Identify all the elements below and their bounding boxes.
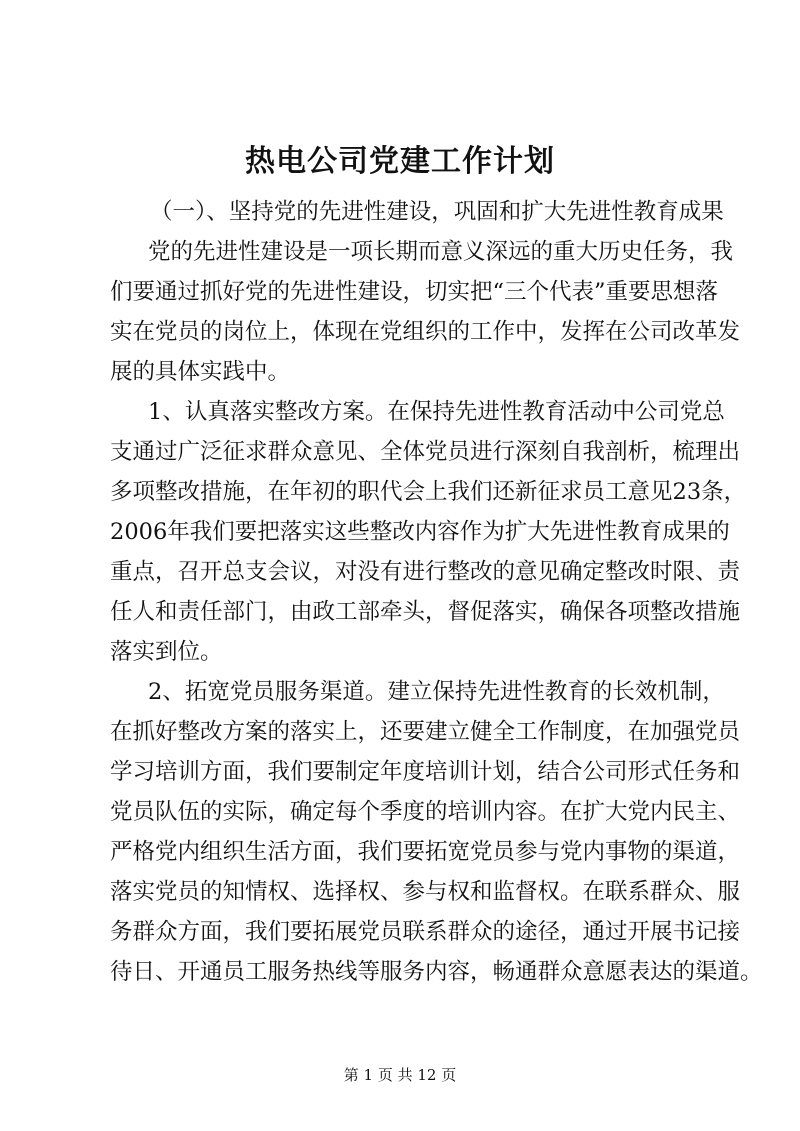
body-line: 落实到位。 (110, 639, 223, 665)
body-line: 2、拓宽党员服务渠道。建立保持先进性教育的长效机制， (148, 679, 725, 705)
body-line: 重点，召开总支会议，对没有进行整改的意见确定整改时限、责 (110, 559, 741, 585)
section-heading: （一）、坚持党的先进性建设，巩固和扩大先进性教育成果 (150, 199, 724, 225)
body-line: 支通过广泛征求群众意见、全体党员进行深刻自我剖析，梳理出 (110, 439, 741, 465)
body-line: 落实党员的知情权、选择权、参与权和监督权。在联系群众、服 (110, 879, 741, 905)
body-line: 党员队伍的实际，确定每个季度的培训内容。在扩大党内民主、 (110, 799, 741, 825)
body-line: 2006年我们要把落实这些整改内容作为扩大先进性教育成果的 (110, 519, 730, 545)
body-line: 实在党员的岗位上，体现在党组织的工作中，发挥在公司改革发 (110, 319, 741, 345)
body-line: 在抓好整改方案的落实上，还要建立健全工作制度，在加强党员 (110, 719, 741, 745)
body-line: 待日、开通员工服务热线等服务内容，畅通群众意愿表达的渠道。 (110, 959, 763, 985)
body-line: 党的先进性建设是一项长期而意义深远的重大历史任务，我 (148, 239, 734, 265)
body-line: 展的具体实践中。 (110, 359, 291, 385)
body-line: 务群众方面，我们要拓展党员联系群众的途径，通过开展书记接 (110, 919, 741, 945)
body-line: 们要通过抓好党的先进性建设，切实把“三个代表”重要思想落 (110, 279, 719, 305)
body-line: 任人和责任部门，由政工部牵头，督促落实，确保各项整改措施 (110, 599, 741, 625)
body-line: 多项整改措施，在年初的职代会上我们还新征求员工意见23条， (110, 479, 747, 505)
document-title: 热电公司党建工作计划 (245, 144, 555, 179)
body-line: 1、认真落实整改方案。在保持先进性教育活动中公司党总 (148, 399, 725, 425)
body-line: 严格党内组织生活方面，我们要拓宽党员参与党内事物的渠道， (110, 839, 741, 865)
page-number: 第 1 页 共 12 页 (343, 1066, 457, 1084)
body-line: 学习培训方面，我们要制定年度培训计划，结合公司形式任务和 (110, 759, 741, 785)
